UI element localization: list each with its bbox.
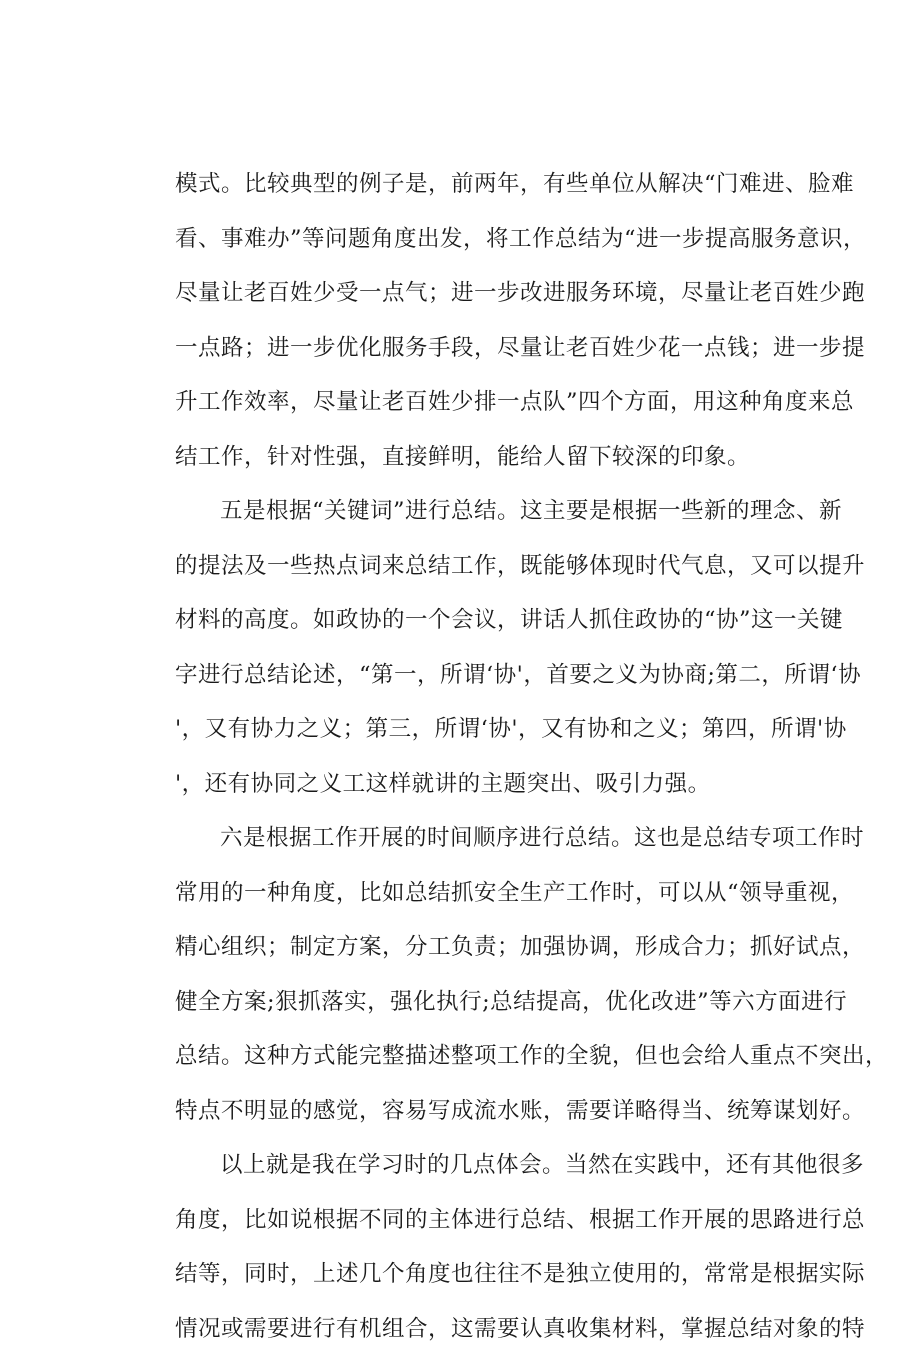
- text-line: 结等，同时，上述几个角度也往往不是独立使用的，常常是根据实际: [175, 1247, 805, 1302]
- text-line: 精心组织；制定方案，分工负责；加强协调，形成合力；抓好试点，: [175, 920, 805, 975]
- text-line: 六是根据工作开展的时间顺序进行总结。这也是总结专项工作时: [175, 811, 805, 866]
- text-line: 角度，比如说根据不同的主体进行总结、根据工作开展的思路进行总: [175, 1193, 805, 1248]
- text-line: 一点路；进一步优化服务手段，尽量让老百姓少花一点钱；进一步提: [175, 321, 805, 376]
- text-line: 模式。比较典型的例子是，前两年，有些单位从解决“门难进、脸难: [175, 157, 805, 212]
- text-line: '，还有协同之义工这样就讲的主题突出、吸引力强。: [175, 757, 805, 812]
- text-line: 以上就是我在学习时的几点体会。当然在实践中，还有其他很多: [175, 1138, 805, 1193]
- text-line: 看、事难办”等问题角度出发，将工作总结为“进一步提高服务意识，: [175, 212, 805, 267]
- text-line: 常用的一种角度，比如总结抓安全生产工作时，可以从“领导重视，: [175, 866, 805, 921]
- text-line: 总结。这种方式能完整描述整项工作的全貌，但也会给人重点不突出，: [175, 1029, 805, 1084]
- text-line: '，又有协力之义；第三，所谓‘协'，又有协和之义；第四，所谓'协: [175, 702, 805, 757]
- text-line: 字进行总结论述，“第一，所谓‘协'，首要之义为协商;第二，所谓‘协: [175, 648, 805, 703]
- text-line: 特点不明显的感觉，容易写成流水账，需要详略得当、统筹谋划好。: [175, 1084, 805, 1139]
- document-page: [175, 157, 805, 1356]
- text-line: 五是根据“关键词”进行总结。这主要是根据一些新的理念、新: [175, 484, 805, 539]
- text-line: 情况或需要进行有机组合，这需要认真收集材料，掌握总结对象的特: [175, 1302, 805, 1356]
- text-line: 材料的高度。如政协的一个会议，讲话人抓住政协的“协”这一关键: [175, 593, 805, 648]
- text-line: 尽量让老百姓少受一点气；进一步改进服务环境，尽量让老百姓少跑: [175, 266, 805, 321]
- text-line: 的提法及一些热点词来总结工作，既能够体现时代气息，又可以提升: [175, 539, 805, 594]
- text-line: 健全方案;狠抓落实，强化执行;总结提高，优化改进”等六方面进行: [175, 975, 805, 1030]
- text-line: 结工作，针对性强，直接鲜明，能给人留下较深的印象。: [175, 430, 805, 485]
- text-line: 升工作效率，尽量让老百姓少排一点队”四个方面，用这种角度来总: [175, 375, 805, 430]
